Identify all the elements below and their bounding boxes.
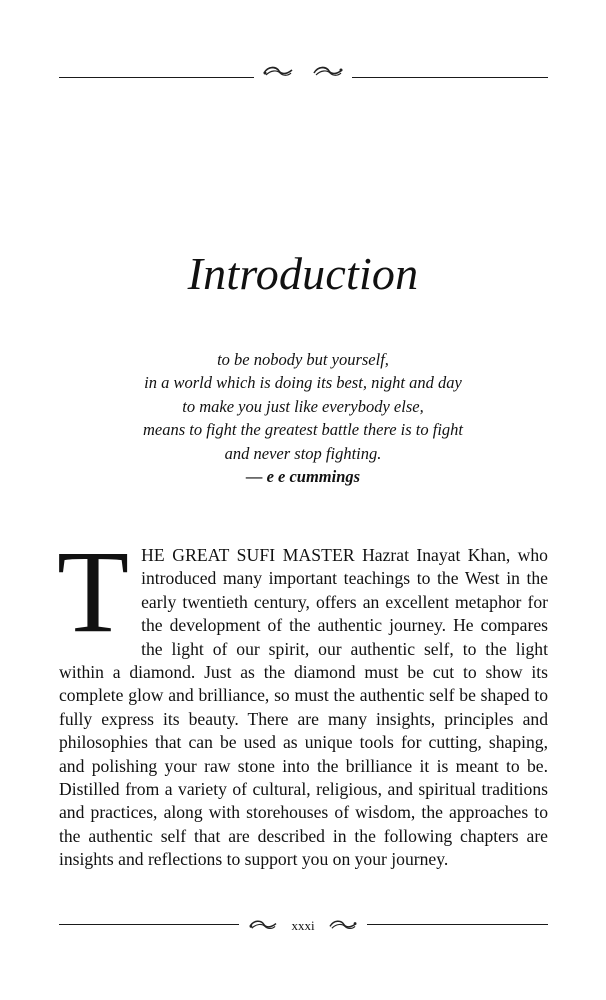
header-flourish-left-icon <box>262 64 294 78</box>
header-rule-left <box>59 77 254 78</box>
chapter-title: Introduction <box>187 248 419 299</box>
body-paragraph <box>57 526 548 872</box>
epigraph-line: means to fight the greatest battle there is to fight <box>142 420 464 440</box>
epigraph <box>0 348 606 488</box>
epigraph-line: to make you just like everybody else, <box>182 396 424 416</box>
epigraph-attribution: — e e cummings <box>245 467 361 487</box>
drop-cap: T <box>57 526 130 657</box>
header-flourish-right-icon <box>312 64 344 78</box>
lead-in-caps: HE GREAT SUFI MASTER <box>141 545 355 565</box>
body-text: Hazrat Inayat Khan, who introduced many important teachings to the West in the early twentieth century, offers an excellent metaphor for the development of the authentic journey. He compares the light of our spirit, our authentic self, to the light within a diamond. Just as the diamond must be cut to show its complete glow and brilliance, so must the authentic self be shaped to fully express its beauty. There are many insights, principles and philosophies that can be used as unique tools for cutting, shaping, and polishing your raw stone into the brilliance it is meant to be. Distilled from a variety of cultural, religious, and spiritual traditions and practices, along with storehouses of wisdom, the approaches to the authentic self that are described in the following chapters are insights and reflections to support you on your journey. <box>59 545 548 870</box>
epigraph-line: to be nobody but yourself, <box>217 350 389 369</box>
epigraph-line: in a world which is doing its best, night and day <box>144 373 462 393</box>
footer-flourish-right-icon <box>328 918 358 931</box>
epigraph-line: and never stop fighting. <box>224 443 382 463</box>
page-number: xxxi <box>291 918 315 933</box>
header-rule-right <box>352 77 548 78</box>
